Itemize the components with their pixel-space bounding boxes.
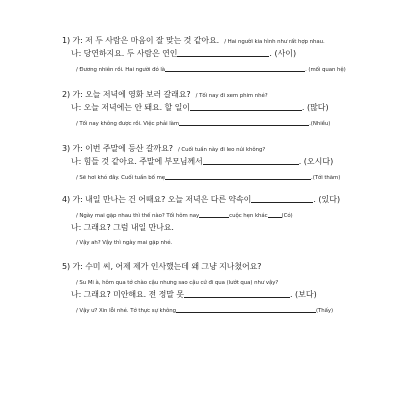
answer-text: 나: 그래요? 그럼 내일 만나요.: [71, 223, 174, 232]
translation-suffix: (Thấy): [315, 308, 334, 314]
question-translation: / Su Mi à, hôm qua tớ chào cậu nhưng sao cậu cứ đi qua (lướt qua) như vậy?: [76, 280, 279, 286]
answer-prefix: 나: 힘들 것 같아요. 주말에 부모님께서: [71, 157, 203, 166]
question-text: 5) 가: 수미 씨, 어제 제가 인사했는데 왜 그냥 지나쳤어요?: [62, 262, 262, 271]
answer-blank[interactable]: [203, 157, 299, 165]
question-text: 3) 가: 이번 주말에 등산 갈까요?: [62, 144, 173, 153]
question-text: 1) 가: 저 두 사람은 마음이 잘 맞는 것 같아요.: [62, 36, 220, 45]
translation-suffix: (Có): [281, 213, 293, 219]
question-hint: . (있다): [313, 195, 341, 204]
question-text: 4) 가: 내일 만나는 건 어때요? 오늘 저녁은 다른 약속이: [62, 195, 252, 204]
answer-prefix: 나: 당연하지요. 두 사람은 연인: [71, 49, 178, 58]
translation-blank[interactable]: [179, 120, 309, 126]
translation-suffix: .(Tới thăm): [311, 175, 341, 181]
translation-blank[interactable]: [165, 174, 311, 180]
answer-prefix: 나: 오늘 저녁에는 안 돼요. 할 일이: [71, 103, 190, 112]
question-translation: / Tối nay đi xem phim nhé?: [195, 93, 268, 99]
translation-prefix: / Đương nhiên rồi. Hai người đó là: [76, 67, 166, 73]
question-translation: / Cuối tuần này đi leo núi không?: [177, 147, 266, 153]
translation-blank[interactable]: [165, 66, 305, 72]
translation-blank[interactable]: [199, 212, 229, 218]
translation-blank[interactable]: [176, 307, 316, 313]
translation-prefix: / Ngày mai gặp nhau thì thế nào? Tối hôm nay: [76, 213, 200, 219]
question-text: 2) 가: 오늘 저녁에 영화 보러 갈래요?: [62, 90, 191, 99]
translation-prefix: / Tối nay không được rồi. Việc phải làm: [76, 121, 180, 127]
translation-suffix: .(Nhiều): [309, 121, 331, 127]
answer-blank[interactable]: [184, 290, 290, 298]
answer-hint: . (많다): [301, 103, 329, 112]
question-translation: / Hai người kia hình như rất hợp nhau.: [224, 39, 325, 45]
answer-hint: . (오시다): [298, 157, 334, 166]
question-blank[interactable]: [251, 195, 313, 203]
translation-mid: cuộc hẹn khác: [229, 213, 268, 219]
translation-blank-2[interactable]: [268, 212, 282, 218]
answer-blank[interactable]: [177, 49, 269, 57]
translation-prefix: / Vậy ư? Xin lỗi nhé. Tớ thực sự không: [76, 308, 176, 314]
answer-hint: . (사이): [269, 49, 297, 58]
translation-prefix: / Sẽ hơi khó đây. Cuối tuần bố mẹ: [76, 175, 166, 181]
answer-translation: / Vậy ah? Vậy thì ngày mai gặp nhé.: [76, 240, 173, 246]
answer-hint: . (보다): [289, 290, 317, 299]
answer-prefix: 나: 그래요? 미안해요. 전 정말 못: [71, 290, 184, 299]
translation-suffix: . (mối quan hệ): [305, 67, 346, 73]
answer-blank[interactable]: [190, 103, 302, 111]
